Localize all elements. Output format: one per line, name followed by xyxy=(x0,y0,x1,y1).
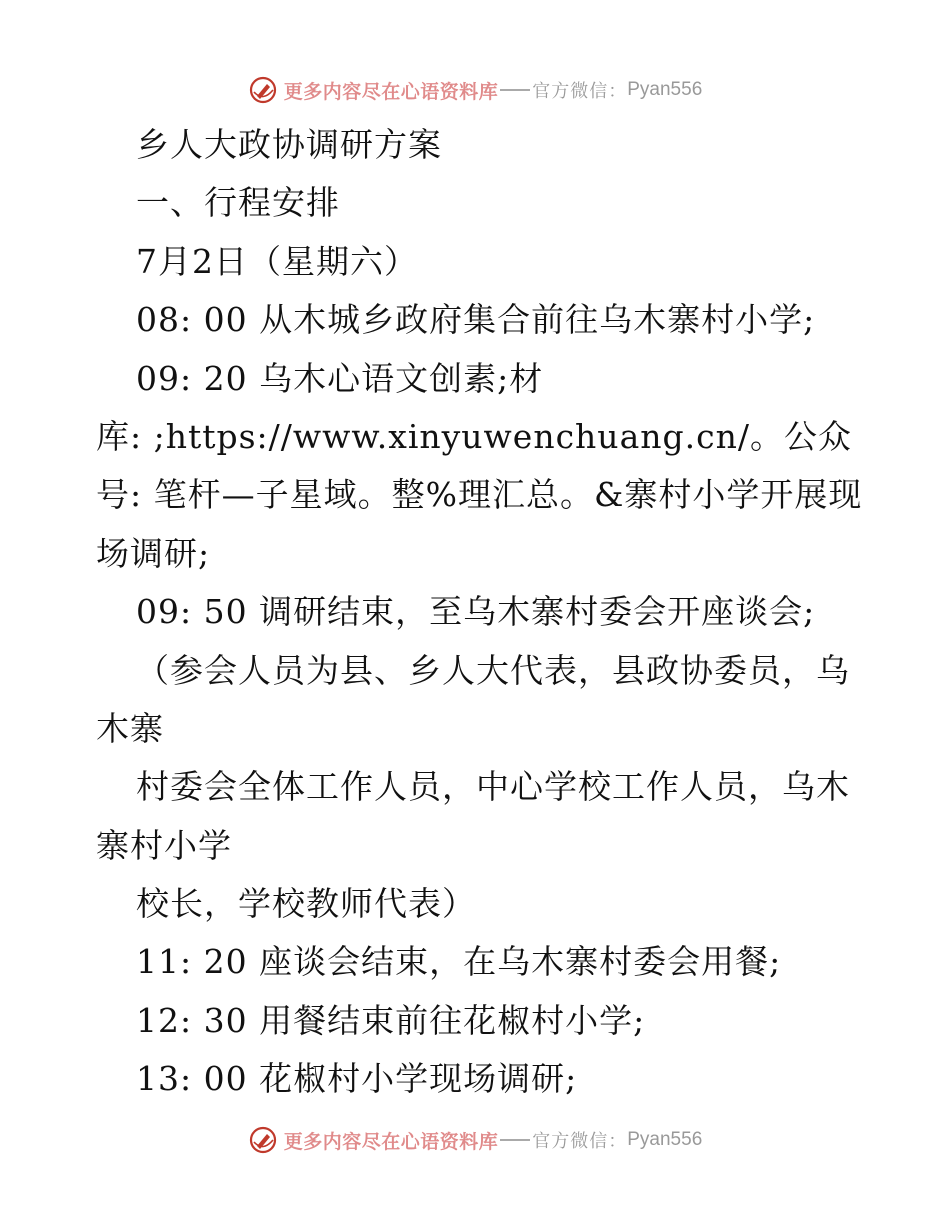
document-body xyxy=(96,116,866,1109)
document-line: 木寨 xyxy=(96,708,164,748)
watermark-official-label: 官方微信： xyxy=(532,81,628,102)
document-line: 09: 20 乌木心语文创素;材 xyxy=(136,358,544,398)
document-line: 11: 20 座谈会结束，在乌木寨村委会用餐; xyxy=(136,942,782,982)
document-line: 09: 50 调研结束，至乌木寨村委会开座谈会; xyxy=(136,592,816,632)
document-line: 一、行程安排 xyxy=(136,183,340,223)
document-line: 12: 30 用餐结束前往花椒村小学; xyxy=(136,1000,646,1040)
header-watermark xyxy=(0,72,950,108)
watermark-account: Pyan556 xyxy=(627,79,703,100)
document-line: 寨村小学 xyxy=(96,825,232,865)
document-line: 13: 00 花椒村小学现场调研; xyxy=(136,1059,578,1099)
document-line: 场调研; xyxy=(96,533,211,573)
document-line: 08: 00 从木城乡政府集合前往乌木寨村小学; xyxy=(136,300,816,340)
pen-logo-icon xyxy=(248,75,278,105)
pen-logo-icon xyxy=(248,1125,278,1155)
document-line: 村委会全体工作人员，中心学校工作人员，乌木 xyxy=(136,767,850,807)
document-line: 校长，学校教师代表） xyxy=(136,884,476,924)
watermark-official-label: 官方微信： xyxy=(532,1131,628,1152)
watermark-dash xyxy=(500,89,530,91)
watermark-account: Pyan556 xyxy=(627,1129,703,1150)
document-line: （参会人员为县、乡人大代表，县政协委员，乌 xyxy=(136,650,850,690)
document-line: 号: 笔杆—子星域。整%理汇总。&寨村小学开展现 xyxy=(96,475,863,515)
watermark-promo-text: 更多内容尽在心语资料库 xyxy=(283,80,499,103)
watermark-promo-text: 更多内容尽在心语资料库 xyxy=(283,1130,499,1153)
footer-watermark xyxy=(0,1122,950,1158)
document-line: 库: ;https://www.xinyuwenchuang.cn/。公众 xyxy=(96,416,852,456)
document-line: 7月2日（星期六） xyxy=(136,241,418,281)
document-title: 乡人大政协调研方案 xyxy=(136,125,442,164)
watermark-dash xyxy=(500,1139,530,1141)
